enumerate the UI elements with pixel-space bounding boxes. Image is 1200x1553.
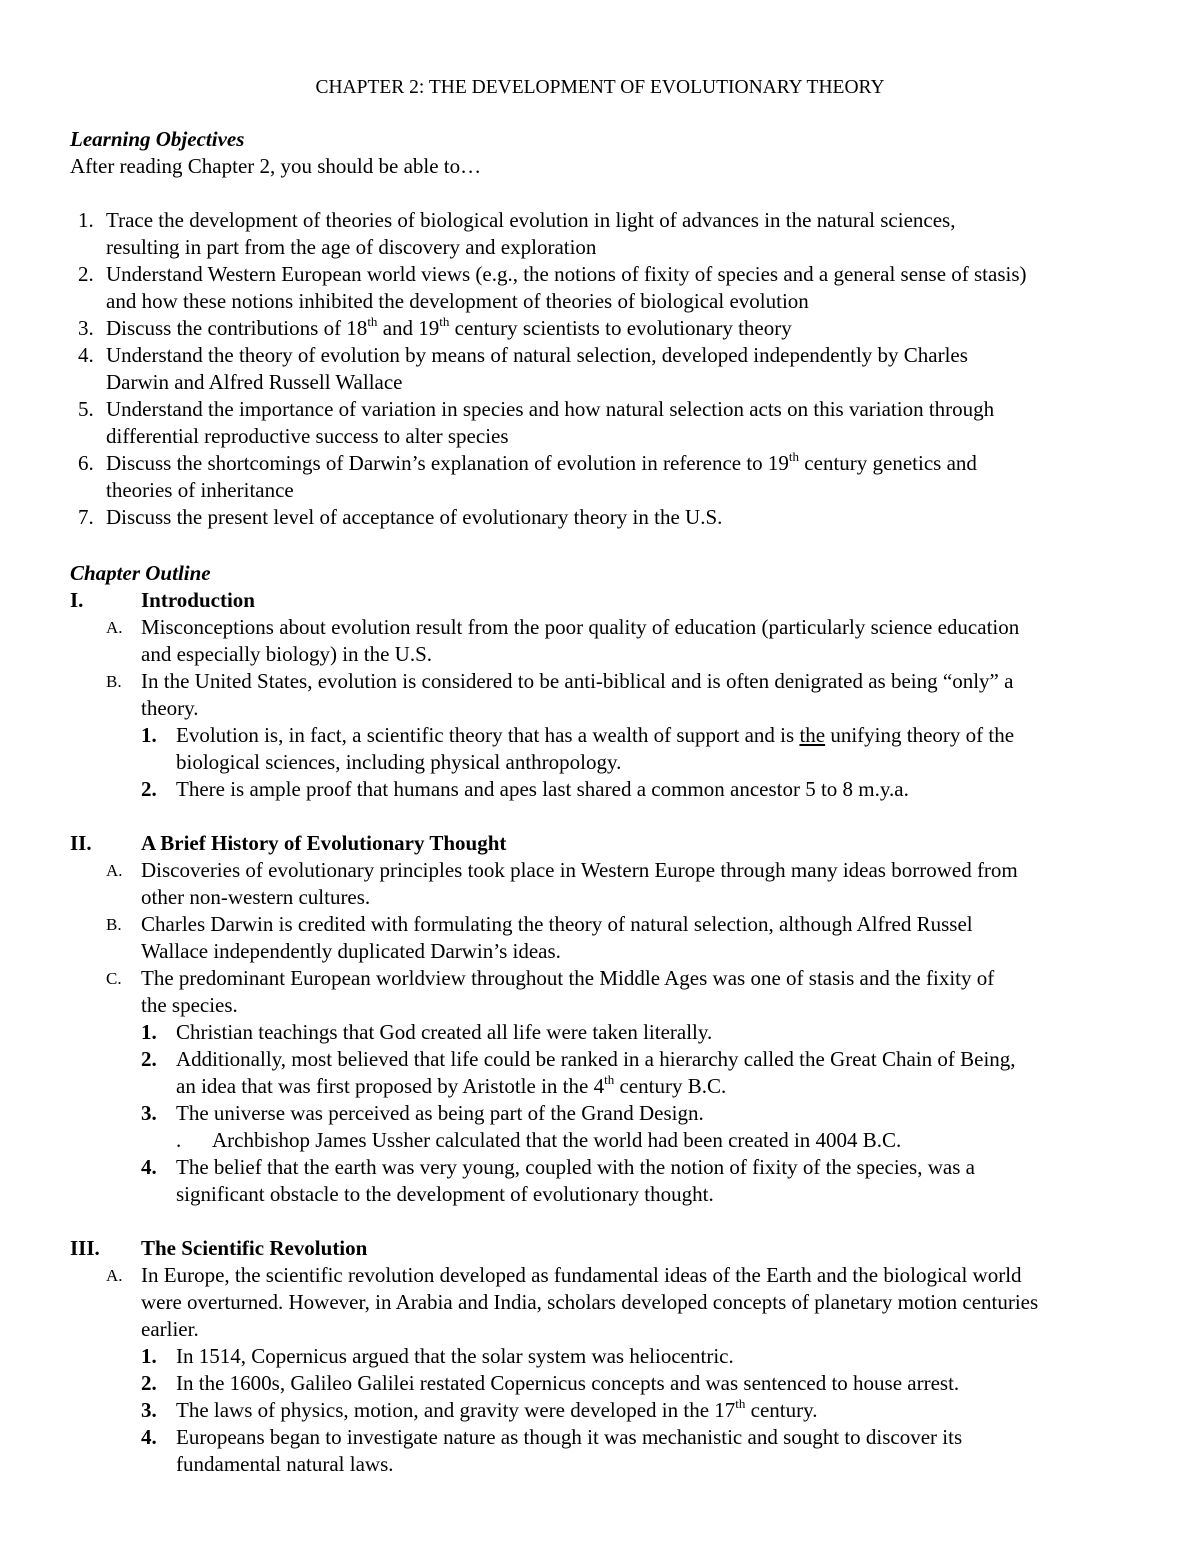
chapter-outline-heading: Chapter Outline (70, 561, 211, 585)
objective-item (70, 315, 1160, 342)
objective-number: 5. (78, 397, 94, 421)
outline-item: A. Misconceptions about evolution result from the poor quality of education (particularly science education and especially biology) in the U.S. (106, 615, 1020, 666)
outline-subitem: 2. In the 1600s, Galileo Galilei restated Copernicus concepts and was sentenced to house arrest. (141, 1371, 960, 1395)
outline-subitem: 4. Europeans began to investigate nature as though it was mechanistic and sought to discover its fundamental natural laws. (141, 1425, 963, 1476)
outline-section-heading: III. The Scientific Revolution (70, 1236, 368, 1260)
objective-text: Understand the importance of variation in species and how natural selection acts on this variation through (106, 397, 995, 421)
objective-text: Discuss the present level of acceptance of evolutionary theory in the U.S. (106, 505, 723, 529)
outline-section-heading: I. Introduction (70, 588, 255, 612)
outline-subitem: 2. Additionally, most believed that life could be ranked in a hierarchy called the Great Chain of Being, an idea that was first proposed by Aristotle in the 4th century B.C. (141, 1047, 1016, 1098)
objective-item (70, 396, 1160, 450)
objective-text-cont: resulting in part from the age of discovery and exploration (106, 235, 597, 259)
chapter-outline-section (70, 560, 1160, 1478)
objective-text: Trace the development of theories of biological evolution in light of advances in the natural sciences, (106, 208, 956, 232)
objective-text-cont: and how these notions inhibited the development of theories of biological evolution (106, 289, 809, 313)
outline-subitem: 1. In 1514, Copernicus argued that the solar system was heliocentric. (141, 1344, 734, 1368)
objective-text-cont: differential reproductive success to alter species (106, 424, 509, 448)
objective-item (70, 342, 1160, 396)
objective-text: Understand Western European world views (e.g., the notions of fixity of species and a general sense of stasis) (106, 262, 1027, 286)
outline-section-heading: II. A Brief History of Evolutionary Thought (70, 831, 507, 855)
objective-text: Discuss the shortcomings of Darwin’s explanation of evolution in reference to 19th century genetics and (106, 449, 977, 475)
objective-number: 2. (78, 262, 94, 286)
learning-objectives-heading: Learning Objectives (70, 127, 245, 151)
objective-item (70, 450, 1160, 504)
outline-subitem: 3. The universe was perceived as being part of the Grand Design. (141, 1101, 704, 1125)
objective-item (70, 504, 1160, 531)
objective-number: 1. (78, 208, 94, 232)
objective-item (70, 207, 1160, 261)
objective-text: Understand the theory of evolution by means of natural selection, developed independently by Charles (106, 343, 968, 367)
objective-number: 3. (78, 316, 94, 340)
outline-item: C. The predominant European worldview throughout the Middle Ages was one of stasis and the fixity of the species. (106, 966, 995, 1017)
outline-subitem: 4. The belief that the earth was very young, coupled with the notion of fixity of the species, was a significant obstacle to the development of evolutionary thought. (141, 1155, 975, 1206)
objectives-intro: After reading Chapter 2, you should be able to… (70, 154, 482, 178)
objective-number: 7. (78, 505, 94, 529)
chapter-title: CHAPTER 2: THE DEVELOPMENT OF EVOLUTIONARY THEORY (315, 77, 885, 98)
outline-subitem: 2. There is ample proof that humans and apes last shared a common ancestor 5 to 8 m.y.a. (141, 777, 909, 801)
objective-text-cont: theories of inheritance (106, 478, 294, 502)
outline-subitem: 1. Christian teachings that God created all life were taken literally. (141, 1020, 713, 1044)
outline-subitem: 3. The laws of physics, motion, and gravity were developed in the 17th century. (141, 1396, 818, 1422)
learning-objectives-section (70, 126, 1160, 531)
objective-number: 6. (78, 451, 94, 475)
objective-number: 4. (78, 343, 94, 367)
outline-item: A. In Europe, the scientific revolution developed as fundamental ideas of the Earth and the biological world were overturned. However, in Arabia and India, scholars developed concepts of planetary motion centuries earlier. (106, 1263, 1039, 1341)
outline-item: A. Discoveries of evolutionary principles took place in Western Europe through many ideas borrowed from other non-western cultures. (106, 858, 1018, 909)
outline-item: B. In the United States, evolution is considered to be anti-biblical and is often denigrated as being “only” a theory. (106, 669, 1014, 720)
outline-subsubitem: . Archbishop James Ussher calculated that the world had been created in 4004 B.C. (176, 1128, 902, 1152)
objective-item (70, 261, 1160, 315)
objective-text: Discuss the contributions of 18th and 19th century scientists to evolutionary theory (106, 314, 792, 340)
outline-item: B. Charles Darwin is credited with formulating the theory of natural selection, although Alfred Russel Wallace independently duplicated Darwin’s ideas. (106, 912, 973, 963)
outline-subitem: 1. Evolution is, in fact, a scientific theory that has a wealth of support and is the unifying theory of the biological sciences, including physical anthropology. (141, 723, 1015, 774)
objective-text-cont: Darwin and Alfred Russell Wallace (106, 370, 403, 394)
